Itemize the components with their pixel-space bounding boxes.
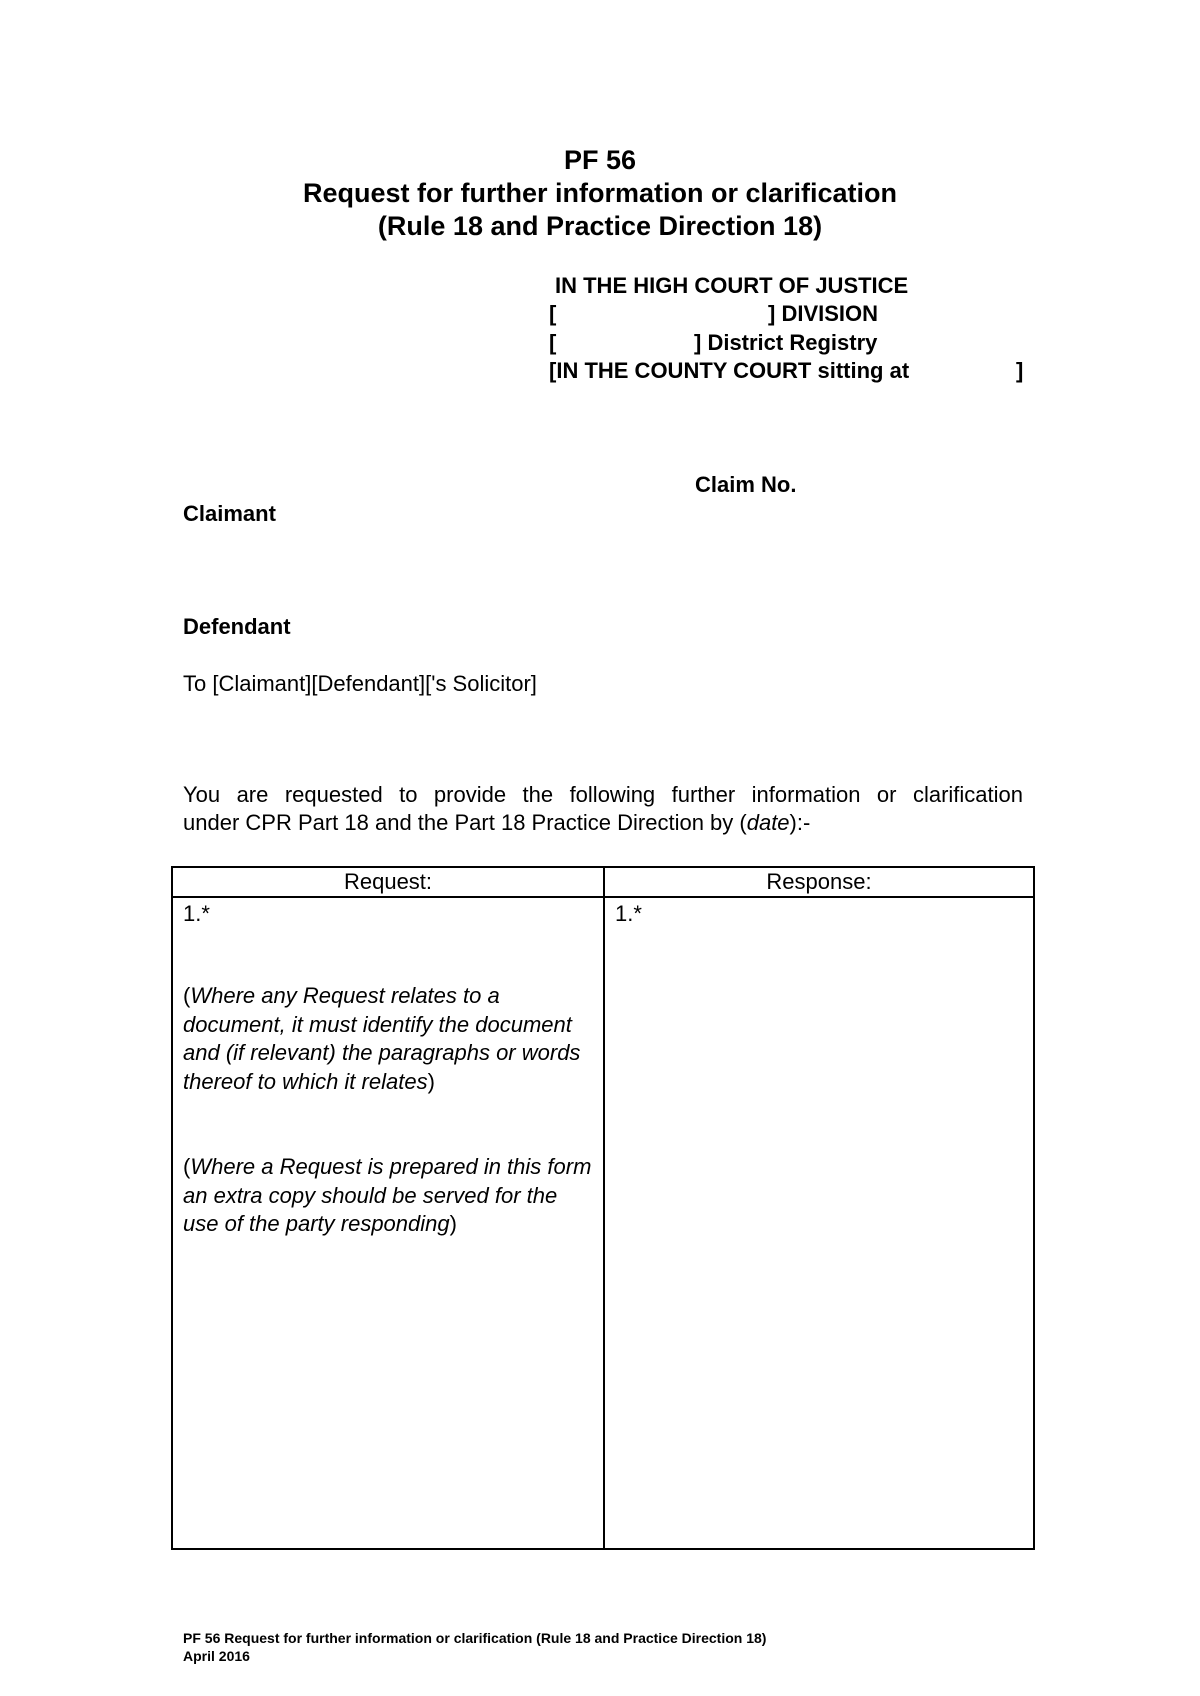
form-title: Request for further information or clarification (302, 178, 898, 208)
claimant-label: Claimant (183, 501, 276, 526)
column-divider (603, 868, 605, 1548)
request-copy-note (183, 1153, 593, 1239)
note2-close-paren: ) (449, 1211, 457, 1236)
note1-close-paren: ) (427, 1068, 435, 1094)
division-label: ] DIVISION (768, 301, 879, 326)
request-item-number: 1.* (183, 901, 210, 926)
request-document-note (183, 982, 593, 1096)
footer-date: April 2016 (183, 1648, 250, 1664)
defendant-label: Defendant (183, 614, 291, 639)
claim-number-label: Claim No. (695, 472, 797, 497)
registry-label: ] District Registry (694, 330, 878, 355)
note2-open-paren: ( (183, 1154, 191, 1179)
registry-bracket-open: [ (549, 330, 557, 355)
request-intro-paragraph (183, 781, 1023, 837)
page-footer (183, 1629, 766, 1665)
note1-text: Where any Request relates to a document, it must identify the document and (if relevant) the paragraphs or words thereof to which it relates (183, 983, 581, 1094)
court-name: IN THE HIGH COURT OF JUSTICE (555, 273, 909, 298)
response-column-header: Response: (766, 869, 872, 894)
intro-date-word: date (746, 810, 790, 835)
county-court-line: [IN THE COUNTY COURT sitting at (549, 358, 910, 383)
header-divider (173, 896, 1033, 898)
division-bracket-open: [ (549, 301, 557, 326)
intro-line-2-end: ):- (789, 810, 811, 835)
request-response-table (171, 866, 1035, 1550)
note2-text: Where a Request is prepared in this form an extra copy should be served for the use of the party responding (183, 1154, 592, 1236)
addressee-line: To [Claimant][Defendant]['s Solicitor] (183, 671, 537, 696)
request-column-header: Request: (343, 869, 433, 894)
county-court-bracket-close: ] (1016, 358, 1024, 383)
intro-line-2-start: under CPR Part 18 and the Part 18 Practice Direction by ( (183, 810, 747, 835)
form-number: PF 56 (563, 145, 637, 175)
intro-line-2 (183, 809, 1023, 837)
note1-open-paren: ( (183, 983, 191, 1008)
footer-title: PF 56 Request for further information or clarification (Rule 18 and Practice Direction 18) (183, 1630, 767, 1646)
intro-line-1: You are requested to provide the following further information or clarification (183, 782, 1023, 807)
response-item-number: 1.* (615, 901, 642, 926)
form-subtitle: (Rule 18 and Practice Direction 18) (377, 211, 823, 241)
form-title-block (0, 144, 1200, 243)
